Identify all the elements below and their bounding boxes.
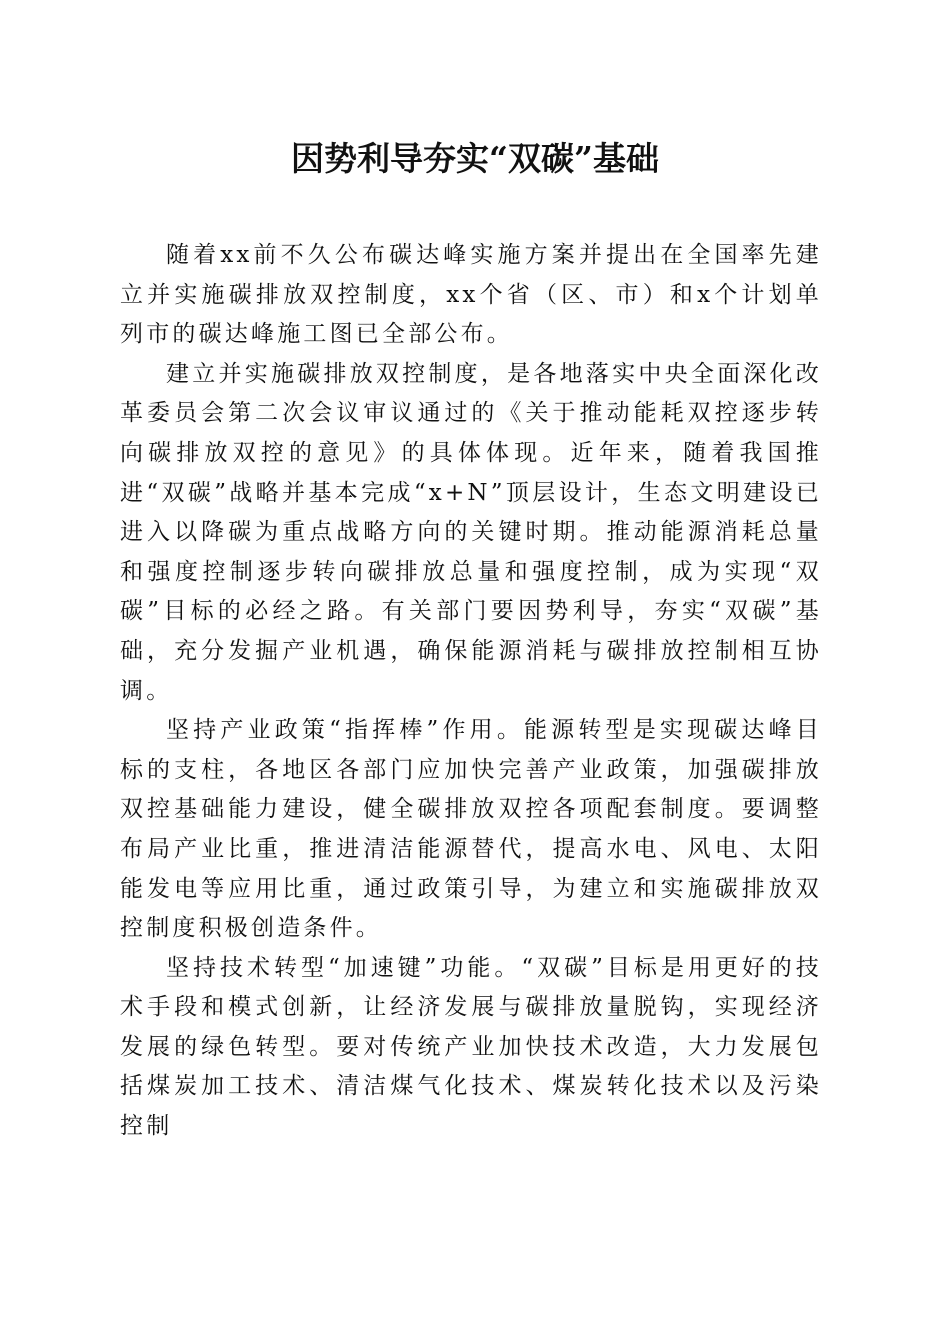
- paragraph-2: 建立并实施碳排放双控制度，是各地落实中央全面深化改革委员会第二次会议审议通过的《关于推动能耗双控逐步转向碳排放双控的意见》的具体体现。近年来，随着我国推进“双碳”战略并基本完成“x+N”顶层设计，生态文明建设已进入以降碳为重点战略方向的关键时期。推动能源消耗总量和强度控制逐步转向碳排放总量和强度控制，成为实现“双碳”目标的必经之路。有关部门要因势利导，夯实“双碳”基础，充分发掘产业机遇，确保能源消耗与碳排放控制相互协调。: [120, 360, 822, 704]
- document-body: [120, 236, 822, 1147]
- paragraph-1: 随着xx前不久公布碳达峰实施方案并提出在全国率先建立并实施碳排放双控制度，xx个省（区、市）和x个计划单列市的碳达峰施工图已全部公布。: [120, 242, 822, 348]
- paragraph-4: 坚持技术转型“加速键”功能。“双碳”目标是用更好的技术手段和模式创新，让经济发展与碳排放量脱钩，实现经济发展的绿色转型。要对传统产业加快技术改造，大力发展包括煤炭加工技术、清洁煤气化技术、煤炭转化技术以及污染控制: [120, 954, 822, 1140]
- document-title: 因势利导夯实“双碳”基础: [291, 139, 659, 178]
- paragraph-3: 坚持产业政策“指挥棒”作用。能源转型是实现碳达峰目标的支柱，各地区各部门应加快完善产业政策，加强碳排放双控基础能力建设，健全碳排放双控各项配套制度。要调整布局产业比重，推进清洁能源替代，提高水电、风电、太阳能发电等应用比重，通过政策引导，为建立和实施碳排放双控制度积极创造条件。: [120, 717, 822, 942]
